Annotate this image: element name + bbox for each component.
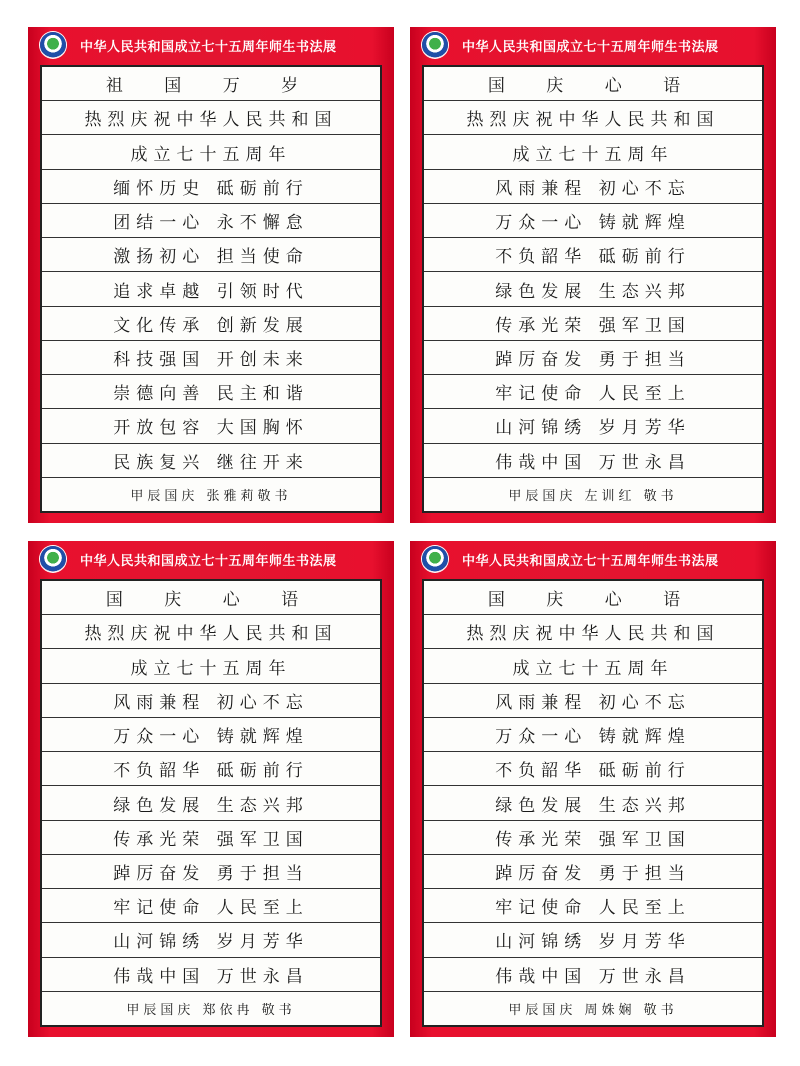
panel-banner (28, 27, 394, 63)
calligraphy-row: 万众一心 铸就辉煌 (424, 718, 762, 752)
calligraphy-row: 山河锦绣 岁月芳华 (424, 923, 762, 957)
calligraphy-row: 热烈庆祝中华人民共和国 (42, 615, 380, 649)
calligraphy-row: 缅怀历史 砥砺前行 (42, 170, 380, 204)
school-logo-icon (422, 32, 448, 58)
calligraphy-panel-bottom-left (28, 541, 394, 1037)
calligraphy-row: 山河锦绣 岁月芳华 (424, 409, 762, 443)
banner-title: 中华人民共和国成立七十五周年师生书法展 (80, 40, 337, 55)
calligraphy-row: 踔厉奋发 勇于担当 (424, 341, 762, 375)
banner-title: 中华人民共和国成立七十五周年师生书法展 (462, 40, 719, 55)
calligraphy-row: 传承光荣 强军卫国 (424, 307, 762, 341)
calligraphy-paper (40, 65, 382, 513)
calligraphy-row: 万众一心 铸就辉煌 (42, 718, 380, 752)
calligraphy-row: 民族复兴 继往开来 (42, 444, 380, 478)
calligraphy-row: 传承光荣 强军卫国 (42, 821, 380, 855)
panel-banner (410, 541, 776, 577)
calligraphy-panel-bottom-right (410, 541, 776, 1037)
calligraphy-row: 传承光荣 强军卫国 (424, 821, 762, 855)
school-logo-icon (40, 546, 66, 572)
signature-row: 甲辰国庆 左训红 敬书 (508, 488, 678, 504)
calligraphy-row: 文化传承 创新发展 (42, 307, 380, 341)
calligraphy-row: 踔厉奋发 勇于担当 (42, 855, 380, 889)
calligraphy-row: 热烈庆祝中华人民共和国 (42, 101, 380, 135)
calligraphy-row: 团结一心 永不懈怠 (42, 204, 380, 238)
calligraphy-row: 激扬初心 担当使命 (42, 238, 380, 272)
calligraphy-row: 绿色发展 生态兴邦 (42, 786, 380, 820)
calligraphy-paper (422, 579, 764, 1027)
calligraphy-row: 成立七十五周年 (424, 649, 762, 683)
calligraphy-panel-top-right (410, 27, 776, 523)
calligraphy-row: 成立七十五周年 (42, 135, 380, 169)
calligraphy-row: 科技强国 开创未来 (42, 341, 380, 375)
calligraphy-row: 不负韶华 砥砺前行 (42, 752, 380, 786)
calligraphy-row: 国 庆 心 语 (424, 581, 762, 615)
calligraphy-row: 不负韶华 砥砺前行 (424, 752, 762, 786)
calligraphy-row: 牢记使命 人民至上 (424, 375, 762, 409)
calligraphy-row: 牢记使命 人民至上 (42, 889, 380, 923)
calligraphy-row: 伟哉中国 万世永昌 (424, 958, 762, 992)
panel-banner (28, 541, 394, 577)
banner-title: 中华人民共和国成立七十五周年师生书法展 (80, 554, 337, 569)
calligraphy-row: 山河锦绣 岁月芳华 (42, 923, 380, 957)
calligraphy-row: 开放包容 大国胸怀 (42, 409, 380, 443)
calligraphy-row: 风雨兼程 初心不忘 (42, 684, 380, 718)
calligraphy-row: 踔厉奋发 勇于担当 (424, 855, 762, 889)
calligraphy-row: 崇德向善 民主和谐 (42, 375, 380, 409)
calligraphy-row: 牢记使命 人民至上 (424, 889, 762, 923)
panel-banner (410, 27, 776, 63)
calligraphy-row: 绿色发展 生态兴邦 (424, 272, 762, 306)
school-logo-icon (40, 32, 66, 58)
calligraphy-panel-top-left (28, 27, 394, 523)
calligraphy-row: 祖 国 万 岁 (42, 67, 380, 101)
banner-title: 中华人民共和国成立七十五周年师生书法展 (462, 554, 719, 569)
calligraphy-row: 国 庆 心 语 (42, 581, 380, 615)
calligraphy-row: 伟哉中国 万世永昌 (42, 958, 380, 992)
signature-row: 甲辰国庆 郑依冉 敬书 (126, 1002, 296, 1018)
calligraphy-row: 成立七十五周年 (42, 649, 380, 683)
calligraphy-row: 绿色发展 生态兴邦 (424, 786, 762, 820)
calligraphy-row: 万众一心 铸就辉煌 (424, 204, 762, 238)
calligraphy-row: 国 庆 心 语 (424, 67, 762, 101)
calligraphy-paper (422, 65, 764, 513)
calligraphy-paper (40, 579, 382, 1027)
calligraphy-row: 风雨兼程 初心不忘 (424, 170, 762, 204)
calligraphy-row: 成立七十五周年 (424, 135, 762, 169)
calligraphy-row: 伟哉中国 万世永昌 (424, 444, 762, 478)
signature-row: 甲辰国庆 周姝娴 敬书 (508, 1002, 678, 1018)
calligraphy-row: 不负韶华 砥砺前行 (424, 238, 762, 272)
calligraphy-row: 风雨兼程 初心不忘 (424, 684, 762, 718)
calligraphy-row: 追求卓越 引领时代 (42, 272, 380, 306)
school-logo-icon (422, 546, 448, 572)
calligraphy-row: 热烈庆祝中华人民共和国 (424, 101, 762, 135)
calligraphy-row: 热烈庆祝中华人民共和国 (424, 615, 762, 649)
signature-row: 甲辰国庆 张雅莉敬书 (130, 488, 292, 504)
